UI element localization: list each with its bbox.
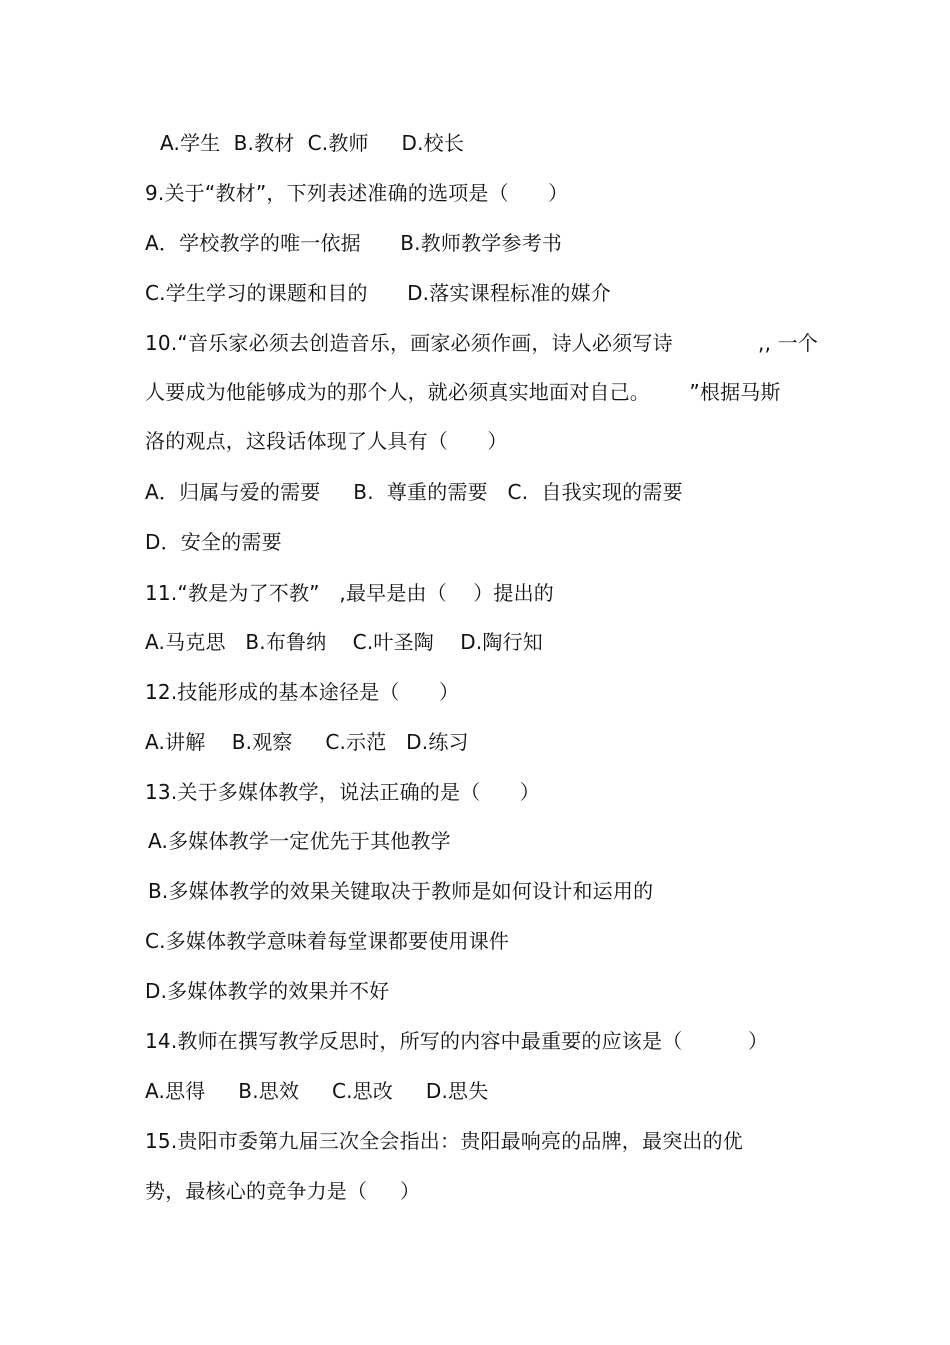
question-9-stem: 9.关于“教材”，下列表述准确的选项是（ ） (145, 181, 569, 205)
question-15-stem-line-2: 势，最核心的竞争力是（ ） (145, 1179, 421, 1203)
question-10-options-abc: A．归属与爱的需要 B. 尊重的需要 C. 自我实现的需要 (145, 480, 683, 504)
question-10-stem-line-3: 洛的观点，这段话体现了人具有（ ） (145, 429, 508, 453)
question-13-option-b: B.多媒体教学的效果关键取决于教师是如何设计和运用的 (148, 879, 654, 903)
question-10-stem-line-2: 人要成为他能够成为的那个人，就必须真实地面对自己。 ”根据马斯 (145, 380, 781, 404)
question-13-option-c: C.多媒体教学意味着每堂课都要使用课件 (145, 929, 510, 953)
question-13-option-a: A.多媒体教学一定优先于其他教学 (148, 829, 451, 853)
question-10-stem-line-1: 10.“音乐家必须去创造音乐，画家必须作画，诗人必须写诗 ,, 一个 (145, 331, 819, 355)
question-14-options: A.思得 B.思效 C.思改 D.思失 (145, 1079, 489, 1103)
question-13-stem: 13.关于多媒体教学，说法正确的是（ ） (145, 780, 540, 804)
question-8-options: A.学生 B.教材 C.教师 D.校长 (160, 131, 465, 155)
question-13-option-d: D.多媒体教学的效果并不好 (145, 979, 390, 1003)
question-11-stem: 11.“教是为了不教” ,最早是由（ ）提出的 (145, 581, 554, 605)
question-10-option-d: D．安全的需要 (145, 530, 282, 554)
question-12-options: A.讲解 B.观察 C.示范 D.练习 (145, 730, 469, 754)
question-9-options-ab: A．学校教学的唯一依据 B.教师教学参考书 (145, 231, 563, 255)
question-14-stem: 14.教师在撰写教学反思时，所写的内容中最重要的应该是（ ） (145, 1029, 769, 1053)
question-12-stem: 12.技能形成的基本途径是（ ） (145, 680, 460, 704)
question-15-stem-line-1: 15.贵阳市委第九届三次全会指出：贵阳最响亮的品牌，最突出的优 (145, 1129, 744, 1153)
question-9-options-cd: C.学生学习的课题和目的 D.落实课程标准的媒介 (145, 281, 612, 305)
question-11-options: A.马克思 B.布鲁纳 C.叶圣陶 D.陶行知 (145, 630, 543, 654)
